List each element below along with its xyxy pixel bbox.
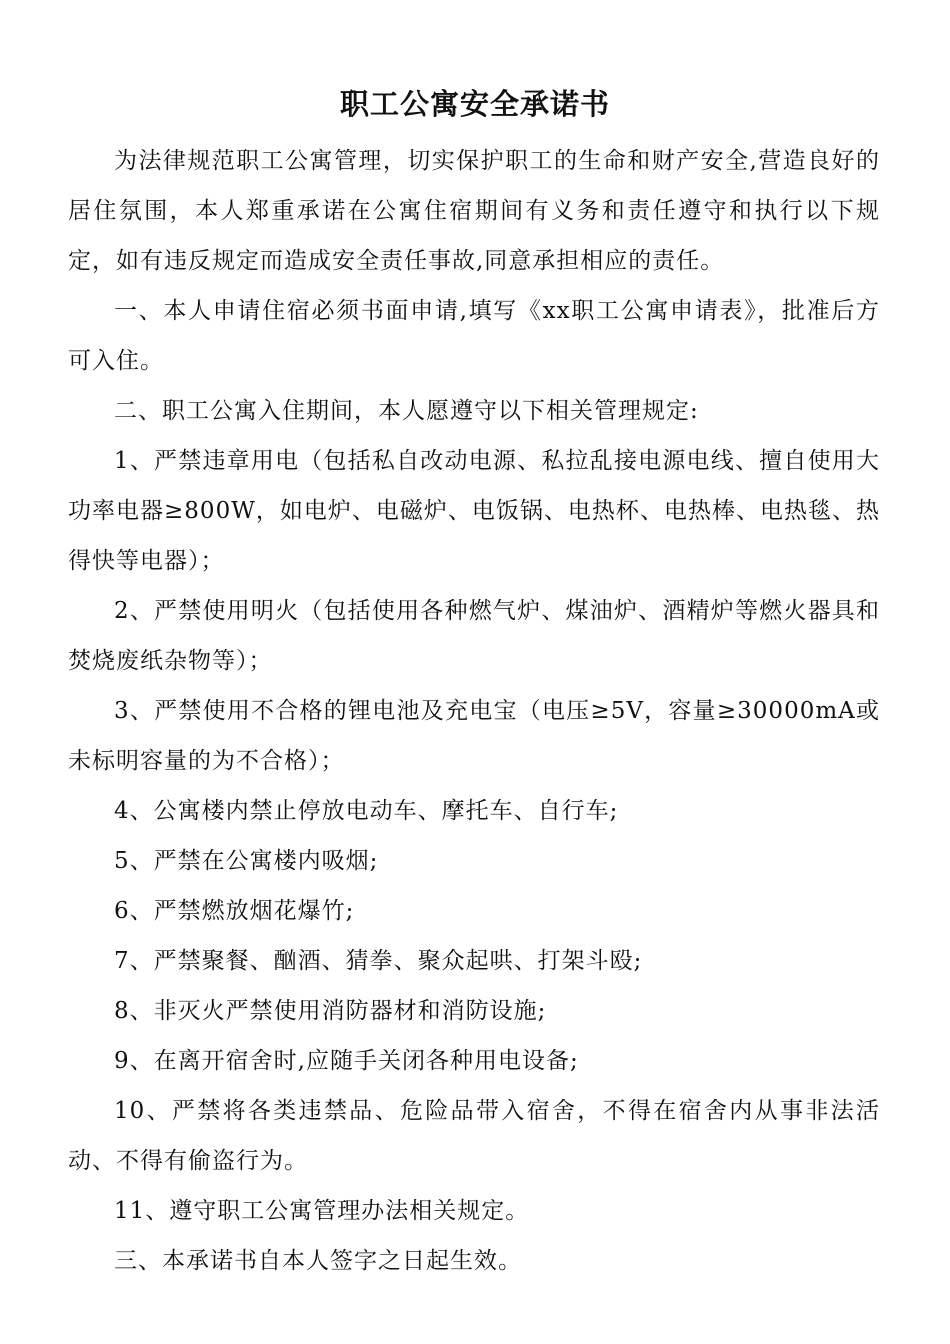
rule-item-6: 6、严禁燃放烟花爆竹; <box>114 898 355 924</box>
rule-item-1: 1、严禁违章用电（包括私自改动电源、私拉乱接电源电线、擅自使用大功率电器≥800W，如电炉、电磁炉、电饭锅、电热杯、电热棒、电热毯、热得快等电器）； <box>68 448 880 574</box>
intro-paragraph: 为法律规范职工公寓管理，切实保护职工的生命和财产安全,营造良好的居住氛围，本人郑重承诺在公寓住宿期间有义务和责任遵守和执行以下规定，如有违反规定而造成安全责任事故,同意承担相应的责任。 <box>68 148 880 274</box>
rule-item-10: 10、严禁将各类违禁品、危险品带入宿舍，不得在宿舍内从事非法活动、不得有偷盗行为。 <box>68 1098 880 1174</box>
rule-item-3: 3、严禁使用不合格的锂电池及充电宝（电压≥5V，容量≥30000mA或未标明容量的为不合格）； <box>68 698 880 774</box>
rule-item-8: 8、非灭火严禁使用消防器材和消防设施; <box>114 998 547 1024</box>
rule-item-11: 11、遵守职工公寓管理办法相关规定。 <box>114 1198 530 1224</box>
rule-item-5: 5、严禁在公寓楼内吸烟; <box>114 848 379 874</box>
rule-item-7: 7、严禁聚餐、酗酒、猜拳、聚众起哄、打架斗殴; <box>114 948 643 974</box>
rule-item-2: 2、严禁使用明火（包括使用各种燃气炉、煤油炉、酒精炉等燃火器具和焚烧废纸杂物等）； <box>68 598 880 674</box>
document-body <box>68 136 880 1286</box>
clause-3: 三、本承诺书自本人签字之日起生效。 <box>114 1248 522 1274</box>
document-title: 职工公寓安全承诺书 <box>339 87 610 121</box>
clause-2: 二、职工公寓入住期间，本人愿遵守以下相关管理规定: <box>114 398 699 424</box>
rule-item-9: 9、在离开宿舍时,应随手关闭各种用电设备; <box>114 1048 579 1074</box>
rule-item-4: 4、公寓楼内禁止停放电动车、摩托车、自行车; <box>114 798 619 824</box>
clause-1: 一、本人申请住宿必须书面申请,填写《xx职工公寓申请表》，批准后方可入住。 <box>68 298 880 374</box>
